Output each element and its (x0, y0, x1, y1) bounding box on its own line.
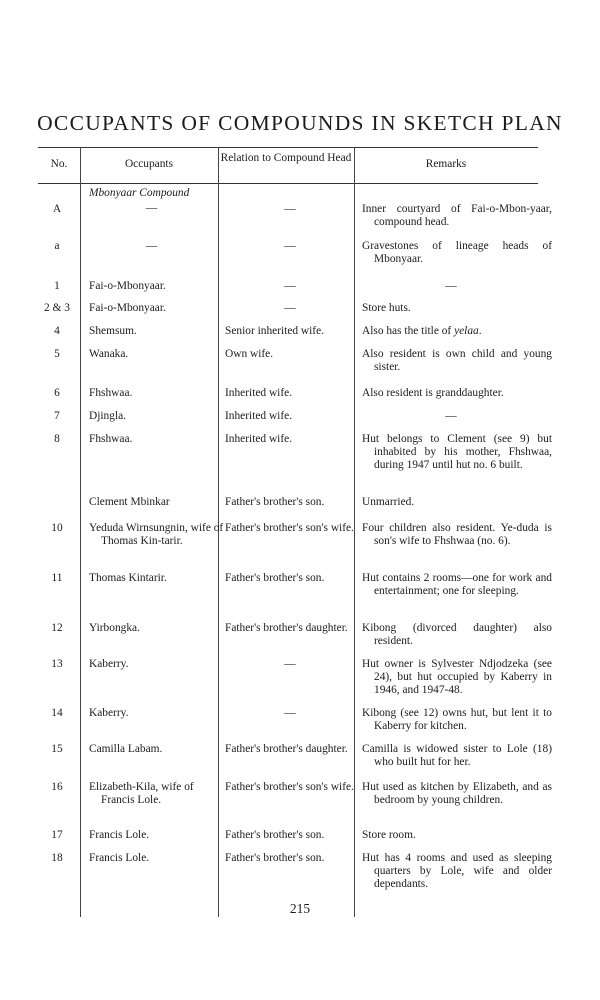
occupant-cell: Francis Lole. (89, 829, 150, 841)
occupant-cell: Shemsum. (89, 325, 137, 337)
relation-cell: Father's brother's son's wife. (225, 522, 354, 534)
remarks-text: Also has the title of (362, 325, 455, 337)
relation-cell: Father's brother's daughter. (225, 743, 348, 755)
row-number: 15 (51, 743, 63, 755)
occupant-cell: Fai-o-Mbonyaar. (89, 280, 166, 292)
table-header-rule (38, 183, 538, 184)
row-number: 10 (51, 522, 63, 534)
remarks-text: . (478, 325, 482, 337)
remarks-cell: Also resident is granddaughter. (362, 387, 504, 399)
remarks-cell: Hut has 4 rooms and used as sleeping quarters by Lole, wife and older dependants. (362, 852, 552, 890)
occupant-cell: Elizabeth-Kila, wife of Francis Lole. (89, 781, 194, 806)
row-number: 12 (51, 622, 63, 634)
row-number: 4 (54, 325, 60, 337)
row-number: 5 (54, 348, 60, 360)
row-number: 13 (51, 658, 63, 670)
row-number: 18 (51, 852, 63, 864)
occupant-cell: Djingla. (89, 410, 127, 422)
remarks-cell: Hut used as kitchen by Elizabeth, and as bedroom by young children. (362, 781, 552, 806)
relation-cell: Inherited wife. (225, 410, 293, 422)
remarks-cell: — (445, 410, 457, 422)
remarks-cell: Hut belongs to Clement (see 9) but inhabited by his mother, Fhshwaa, during 1947 until hut no. 6 built. (362, 433, 552, 471)
occupant-cell: Thomas Kintarir. (89, 572, 167, 584)
occupant-cell: Fhshwaa. (89, 433, 133, 445)
row-number: 6 (54, 387, 60, 399)
row-number: 8 (54, 433, 60, 445)
remarks-cell: Unmarried. (362, 496, 415, 508)
relation-cell: Senior inherited wife. (225, 325, 325, 337)
occupant-cell: — (145, 240, 158, 252)
remarks-cell: Store huts. (362, 302, 411, 314)
remarks-cell: Inner courtyard of Fai-o-Mbon-yaar, compound head. (362, 203, 552, 228)
header-occupants: Occupants (124, 158, 174, 170)
occupant-cell: Francis Lole. (89, 852, 150, 864)
occupant-cell: Camilla Labam. (89, 743, 163, 755)
relation-cell: — (284, 658, 296, 670)
relation-cell: Father's brother's son. (225, 496, 325, 508)
relation-cell: — (284, 707, 296, 719)
remarks-cell: Kibong (divorced daughter) also resident. (362, 622, 552, 647)
row-number: A (52, 203, 62, 215)
occupant-cell: Kaberry. (89, 707, 129, 719)
relation-cell: Inherited wife. (225, 433, 293, 445)
occupant-cell: Clement Mbinkar (89, 496, 170, 508)
relation-cell: Father's brother's daughter. (225, 622, 348, 634)
relation-cell: — (284, 302, 296, 314)
remarks-cell: Kibong (see 12) owns hut, but lent it to Kaberry for kitchen. (362, 707, 552, 732)
row-number: 17 (51, 829, 63, 841)
relation-cell: Own wife. (225, 348, 274, 360)
compound-subheading: Mbonyaar Compound (89, 187, 190, 199)
remarks-cell: Camilla is widowed sister to Lole (18) who built hut for her. (362, 743, 552, 768)
occupant-cell: Fai-o-Mbonyaar. (89, 302, 166, 314)
occupant-cell: Yeduda Wirnsungnin, wife of Thomas Kin-tarir. (89, 522, 224, 547)
remarks-cell: Hut contains 2 rooms—one for work and entertainment; one for sleeping. (362, 572, 552, 597)
relation-cell: Father's brother's son. (225, 852, 325, 864)
relation-cell: — (284, 280, 296, 292)
header-relation: Relation to Compound Head (220, 152, 352, 164)
occupant-cell: Wanaka. (89, 348, 129, 360)
remarks-cell: Also resident is own child and young sister. (362, 348, 552, 373)
page-number: 215 (289, 901, 311, 916)
relation-cell: Father's brother's son. (225, 829, 325, 841)
remarks-cell (362, 325, 540, 338)
occupant-cell: — (145, 202, 158, 214)
row-number: 1 (54, 280, 60, 292)
table-top-rule (38, 147, 538, 148)
remarks-cell: Gravestones of lineage heads of Mbonyaar. (362, 240, 552, 265)
row-number: a (54, 240, 60, 252)
remarks-cell: Store room. (362, 829, 416, 841)
row-number: 14 (51, 707, 63, 719)
relation-cell: — (284, 240, 296, 252)
remarks-cell: Four children also resident. Ye-duda is son's wife to Fhshwaa (no. 6). (362, 522, 552, 547)
title-term: yelaa (454, 325, 479, 337)
page-title: OCCUPANTS OF COMPOUNDS IN SKETCH PLAN (37, 111, 563, 135)
column-divider-no (80, 147, 81, 917)
row-number: 16 (51, 781, 63, 793)
remarks-cell: — (445, 280, 457, 292)
row-number: 7 (54, 410, 60, 422)
relation-cell: — (284, 203, 296, 215)
header-no: No. (50, 158, 68, 170)
header-remarks: Remarks (425, 158, 467, 170)
occupant-cell: Kaberry. (89, 658, 129, 670)
relation-cell: Inherited wife. (225, 387, 293, 399)
row-number: 2 & 3 (44, 302, 70, 314)
relation-cell: Father's brother's son's wife. (225, 781, 354, 793)
occupant-cell: Fhshwaa. (89, 387, 133, 399)
relation-cell: Father's brother's son. (225, 572, 325, 584)
remarks-cell: Hut owner is Sylvester Ndjodzeka (see 24), but hut occupied by Kaberry in 1946, and 1947-48. (362, 658, 552, 696)
occupant-cell: Yirbongka. (89, 622, 140, 634)
row-number: 11 (51, 572, 63, 584)
